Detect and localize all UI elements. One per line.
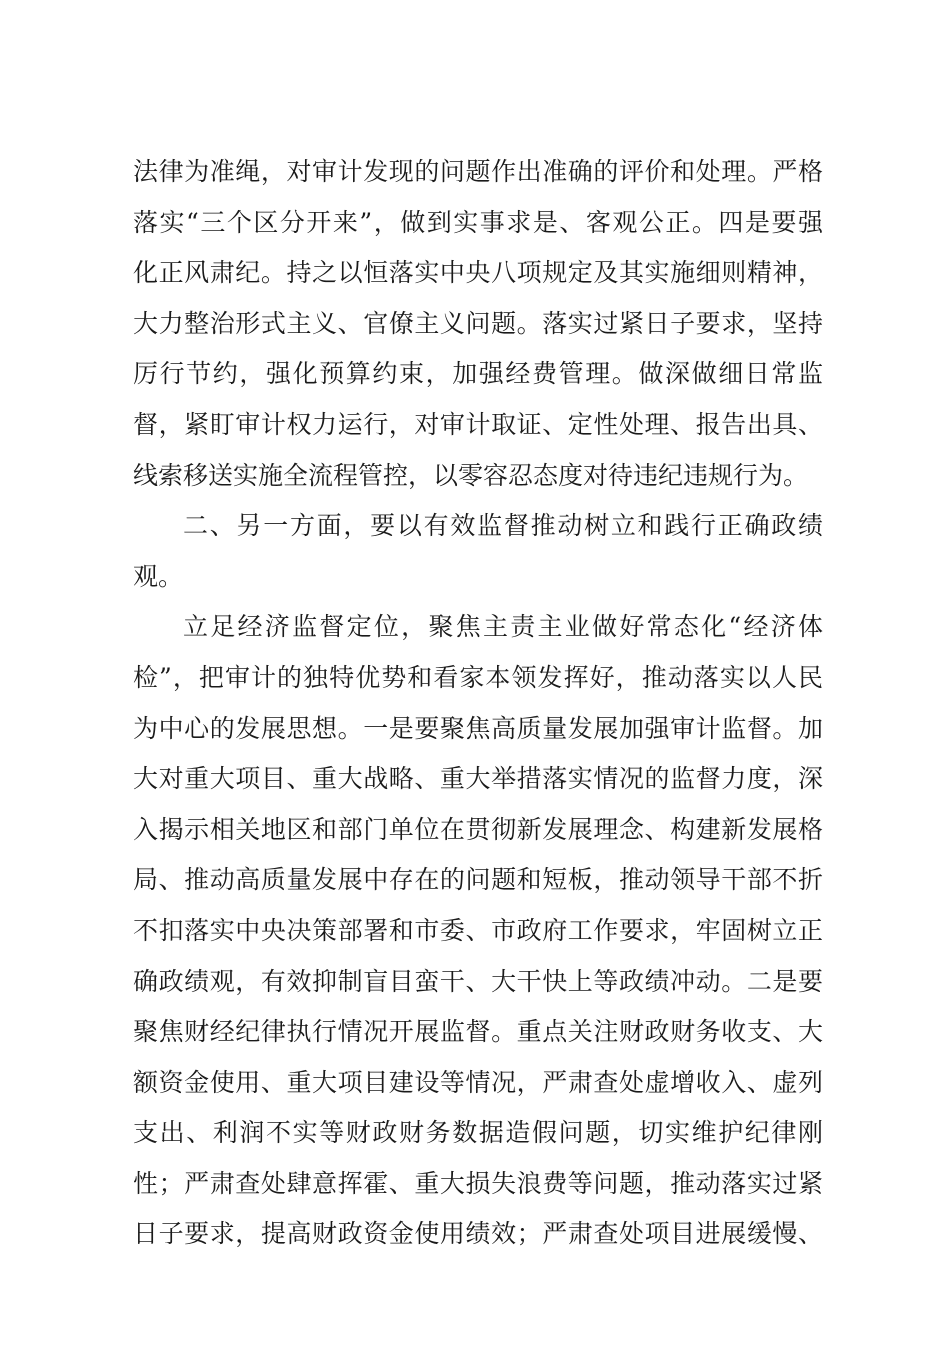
text-line: 入揭示相关地区和部门单位在贯彻新发展理念、构建新发展格: [133, 814, 823, 844]
text-line: 检”，把审计的独特优势和看家本领发挥好，推动落实以人民: [133, 662, 823, 692]
text-line: 确政绩观，有效抑制盲目蛮干、大干快上等政绩冲动。二是要: [133, 966, 823, 996]
text-line: 督，紧盯审计权力运行，对审计取证、定性处理、报告出具、: [133, 409, 823, 439]
text-line: 额资金使用、重大项目建设等情况，严肃查处虚增收入、虚列: [133, 1067, 823, 1097]
text-line: 二、另一方面，要以有效监督推动树立和践行正确政绩: [183, 511, 823, 541]
text-line: 日子要求，提高财政资金使用绩效；严肃查处项目进展缓慢、: [133, 1219, 823, 1249]
text-line: 厉行节约，强化预算约束，加强经费管理。做深做细日常监: [133, 359, 823, 389]
text-line: 落实“三个区分开来”，做到实事求是、客观公正。四是要强: [133, 207, 823, 237]
text-line: 立足经济监督定位，聚焦主责主业做好常态化“经济体: [183, 612, 823, 642]
text-line: 观。: [133, 561, 184, 591]
text-line: 性；严肃查处肆意挥霍、重大损失浪费等问题，推动落实过紧: [133, 1168, 823, 1198]
text-line: 支出、利润不实等财政财务数据造假问题，切实维护纪律刚: [133, 1118, 823, 1148]
text-line: 化正风肃纪。持之以恒落实中央八项规定及其实施细则精神，: [133, 258, 823, 288]
text-line: 法律为准绳，对审计发现的问题作出准确的评价和处理。严格: [133, 157, 823, 186]
text-line: 线索移送实施全流程管控，以零容忍态度对待违纪违规行为。: [133, 460, 809, 490]
text-line: 聚焦财经纪律执行情况开展监督。重点关注财政财务收支、大: [133, 1017, 823, 1047]
text-line: 局、推动高质量发展中存在的问题和短板，推动领导干部不折: [133, 865, 823, 895]
text-line: 不扣落实中央决策部署和市委、市政府工作要求，牢固树立正: [133, 915, 823, 945]
text-line: 为中心的发展思想。一是要聚焦高质量发展加强审计监督。加: [133, 713, 823, 743]
body-text: [133, 147, 823, 1260]
text-line: 大力整治形式主义、官僚主义问题。落实过紧日子要求，坚持: [133, 308, 823, 338]
text-line: 大对重大项目、重大战略、重大举措落实情况的监督力度，深: [133, 764, 823, 794]
